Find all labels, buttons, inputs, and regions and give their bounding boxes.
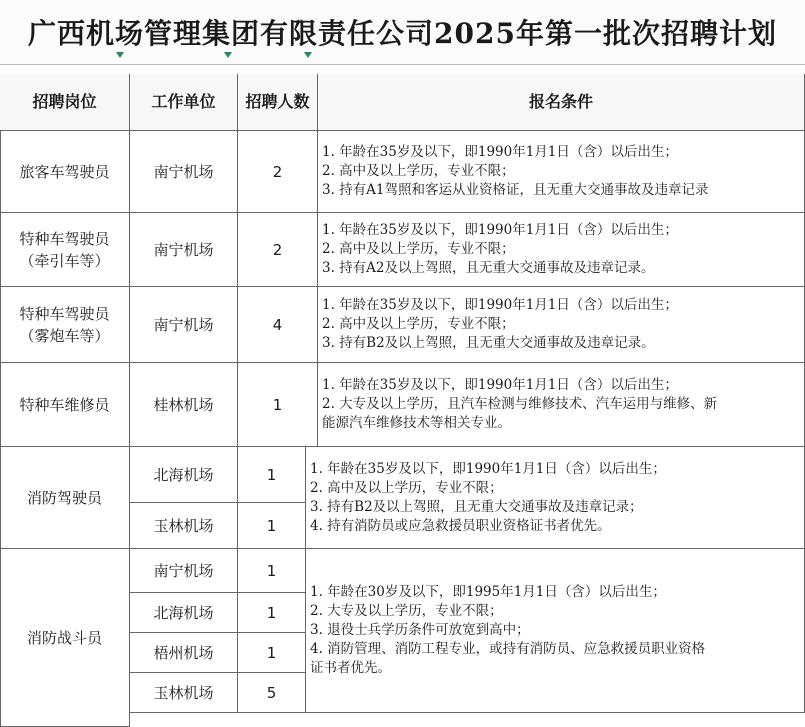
count-cell: 1 bbox=[238, 447, 306, 503]
unit-cell: 北海机场 bbox=[130, 593, 238, 633]
filter-dropdown-icon[interactable] bbox=[304, 52, 312, 58]
requirements-cell bbox=[318, 131, 805, 213]
unit-cell: 南宁机场 bbox=[130, 549, 238, 593]
requirements-cell bbox=[318, 213, 805, 287]
requirements-text: 1. 年龄在35岁及以下，即1990年1月1日（含）以后出生； 2. 大专及以上学历，且汽车检测与维修技术、汽车运用与维修、新 能源汽车维修技术等相关专业。 bbox=[322, 377, 718, 431]
position-cell: 特种车驾驶员 （牵引车等） bbox=[0, 213, 130, 287]
requirements-text: 1. 年龄在30岁及以下，即1995年1月1日（含）以后出生； 2. 大专及以上学历，专业不限； 3. 退役士兵学历条件可放宽到高中； 4. 消防管理、消防工程专业，或持有消防员、应急救援员职业资格 证书者优先。 bbox=[310, 584, 706, 676]
position-cell: 消防战斗员 bbox=[0, 549, 130, 727]
count-cell: 5 bbox=[238, 673, 306, 713]
unit-cell: 南宁机场 bbox=[130, 131, 238, 213]
header-requirements: 报名条件 bbox=[318, 74, 805, 131]
requirements-cell bbox=[318, 287, 805, 363]
requirements-cell bbox=[306, 447, 805, 549]
count-cell: 2 bbox=[238, 131, 318, 213]
position-cell: 消防驾驶员 bbox=[0, 447, 130, 549]
count-cell: 4 bbox=[238, 287, 318, 363]
position-cell: 旅客车驾驶员 bbox=[0, 131, 130, 213]
position-cell: 特种车维修员 bbox=[0, 363, 130, 447]
count-cell: 1 bbox=[238, 363, 318, 447]
requirements-cell bbox=[306, 549, 805, 713]
unit-cell: 南宁机场 bbox=[130, 213, 238, 287]
requirements-text: 1. 年龄在35岁及以下，即1990年1月1日（含）以后出生； 2. 高中及以上学历，专业不限； 3. 持有B2及以上驾照，且无重大交通事故及违章记录； 4. 持有消防员或应急救援员职业资格证书者优先。 bbox=[310, 460, 666, 534]
requirements-text: 1. 年龄在35岁及以下，即1990年1月1日（含）以后出生； 2. 高中及以上学历，专业不限； 3. 持有A1驾照和客运从业资格证，且无重大交通事故及违章记录 bbox=[322, 144, 709, 198]
unit-cell: 南宁机场 bbox=[130, 287, 238, 363]
header-position: 招聘岗位 bbox=[0, 74, 130, 131]
count-cell: 1 bbox=[238, 503, 306, 549]
unit-cell: 梧州机场 bbox=[130, 633, 238, 673]
header-unit: 工作单位 bbox=[130, 74, 238, 131]
filter-dropdown-icon[interactable] bbox=[116, 52, 124, 58]
count-cell: 1 bbox=[238, 593, 306, 633]
header-count: 招聘人数 bbox=[238, 74, 318, 131]
unit-cell: 玉林机场 bbox=[130, 673, 238, 713]
count-cell: 1 bbox=[238, 633, 306, 673]
requirements-cell bbox=[318, 363, 805, 447]
position-cell: 特种车驾驶员 （雾炮车等） bbox=[0, 287, 130, 363]
filter-dropdown-icon[interactable] bbox=[224, 52, 232, 58]
unit-cell: 桂林机场 bbox=[130, 363, 238, 447]
requirements-text: 1. 年龄在35岁及以下，即1990年1月1日（含）以后出生； 2. 高中及以上学历，专业不限； 3. 持有A2及以上驾照，且无重大交通事故及违章记录。 bbox=[322, 222, 678, 276]
sheet-title: 广西机场管理集团有限责任公司2025年第一批次招聘计划 bbox=[0, 0, 805, 65]
count-cell: 2 bbox=[238, 213, 318, 287]
unit-cell: 玉林机场 bbox=[130, 503, 238, 549]
requirements-text: 1. 年龄在35岁及以下，即1990年1月1日（含）以后出生； 2. 高中及以上学历，专业不限； 3. 持有B2及以上驾照，且无重大交通事故及违章记录。 bbox=[322, 297, 678, 351]
unit-cell: 北海机场 bbox=[130, 447, 238, 503]
count-cell: 1 bbox=[238, 549, 306, 593]
